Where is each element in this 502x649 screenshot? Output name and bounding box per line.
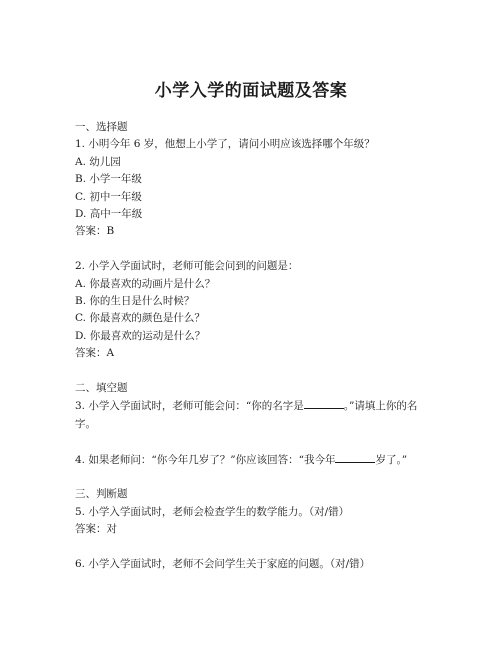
question-2-option-c: C. 你最喜欢的颜色是什么？ <box>75 312 205 325</box>
section-heading-fill: 二、填空题 <box>75 382 128 395</box>
question-2: 2. 小学入学面试时，老师可能会问到的问题是： <box>75 260 299 273</box>
question-3-text-before: 3. 小学入学面试时，老师可能会问：“你的名字是 <box>75 400 304 413</box>
document-title: 小学入学的面试题及答案 <box>154 81 348 101</box>
question-5-answer: 答案：对 <box>75 523 117 536</box>
spacer <box>75 433 427 450</box>
question-4-text-before: 4. 如果老师问：“你今年几岁了？”你应该回答：“我今年 <box>75 453 336 466</box>
question-1: 1. 小明今年 6 岁，他想上小学了，请问小明应该选择哪个年级？ <box>75 138 375 151</box>
question-1-option-d: D. 高中一年级 <box>75 208 143 221</box>
question-3-text-after: 。”请填上你的名字。 <box>75 400 418 430</box>
question-4-blank <box>335 451 375 463</box>
question-2-option-d: D. 你最喜欢的运动是什么？ <box>75 329 206 342</box>
question-2-answer: 答案：A <box>75 347 115 360</box>
question-1-answer: 答案：B <box>75 225 115 238</box>
question-4-text-after: 岁了。” <box>375 453 408 466</box>
question-6: 6. 小学入学面试时，老师不会问学生关于家庭的问题。（对/错） <box>75 558 371 571</box>
document-body <box>75 119 427 573</box>
question-1-option-a: A. 幼儿园 <box>75 155 121 168</box>
question-1-option-c: C. 初中一年级 <box>75 190 142 203</box>
question-5: 5. 小学入学面试时，老师会检查学生的数学能力。（对/错） <box>75 505 350 518</box>
question-4 <box>75 451 427 469</box>
section-heading-judge: 三、判断题 <box>75 488 128 501</box>
spacer <box>75 539 427 556</box>
question-3 <box>75 397 427 433</box>
question-2-option-b: B. 你的生日是什么时候？ <box>75 295 195 308</box>
spacer <box>75 469 427 486</box>
question-2-option-a: A. 你最喜欢的动画片是什么？ <box>75 277 216 290</box>
section-heading-choice: 一、选择题 <box>75 121 128 133</box>
spacer <box>75 241 427 258</box>
question-3-blank <box>304 397 344 409</box>
question-1-option-b: B. 小学一年级 <box>75 173 142 186</box>
spacer <box>75 363 427 380</box>
